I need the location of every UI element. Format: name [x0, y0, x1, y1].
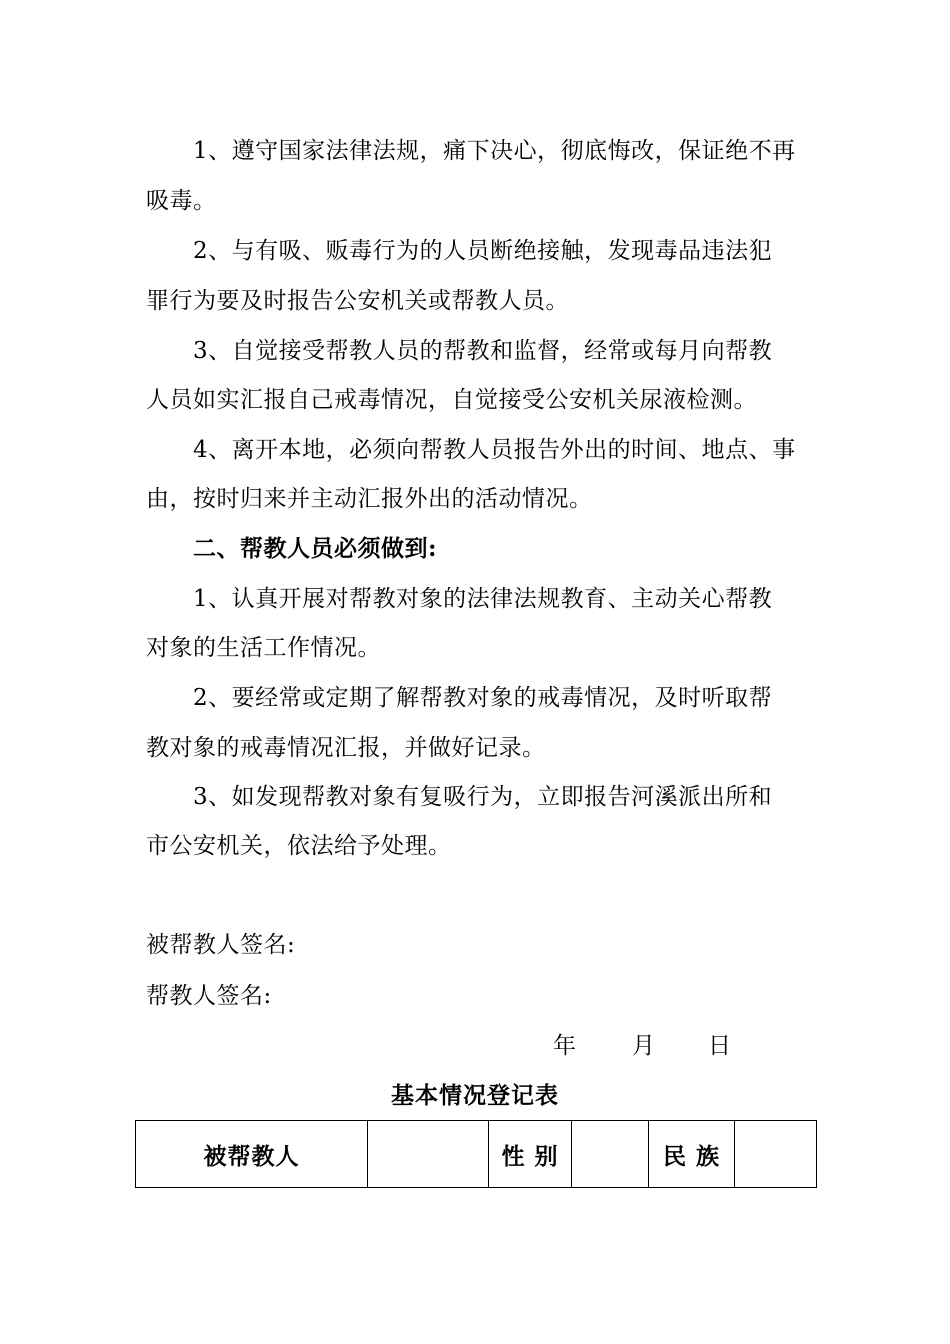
helper-item-1-line-2: 对象的生活工作情况。 [146, 635, 381, 661]
ethnicity-value-cell[interactable] [735, 1121, 817, 1188]
helper-item-3-line-1: 3、如发现帮教对象有复吸行为，立即报告河溪派出所和 [193, 784, 773, 810]
gender-value-cell[interactable] [572, 1121, 649, 1188]
member-item-2-line-1: 2、与有吸、贩毒行为的人员断绝接触，发现毒品违法犯 [193, 238, 773, 264]
helper-item-2-line-1: 2、要经常或定期了解帮教对象的戒毒情况，及时听取帮 [193, 685, 773, 711]
member-item-4-line-2: 由，按时归来并主动汇报外出的活动情况。 [146, 486, 593, 512]
member-item-4-line-1: 4、离开本地，必须向帮教人员报告外出的时间、地点、事 [193, 437, 796, 463]
member-item-3-line-1: 3、自觉接受帮教人员的帮教和监督，经常或每月向帮教 [193, 338, 773, 364]
section-two-heading: 二、帮教人员必须做到: [193, 535, 437, 562]
helper-item-3-line-2: 市公安机关，依法给予处理。 [146, 833, 452, 859]
member-item-1-line-1: 1、遵守国家法律法规，痛下决心，彻底悔改，保证绝不再 [193, 138, 796, 164]
date-year-label: 年 [553, 1033, 576, 1059]
registration-table [135, 1120, 817, 1188]
helper-item-1-line-1: 1、认真开展对帮教对象的法律法规教育、主动关心帮教 [193, 586, 773, 612]
member-item-2-line-2: 罪行为要及时报告公安机关或帮教人员。 [146, 288, 569, 314]
member-item-3-line-2: 人员如实汇报自己戒毒情况，自觉接受公安机关尿液检测。 [146, 387, 757, 413]
date-month-label: 月 [632, 1033, 655, 1059]
table-row [136, 1121, 817, 1188]
helper-signature-label: 帮教人签名: [146, 983, 272, 1009]
ethnicity-label-cell: 民 族 [649, 1121, 735, 1188]
helper-item-2-line-2: 教对象的戒毒情况汇报，并做好记录。 [146, 735, 546, 761]
member-item-1-line-2: 吸毒。 [146, 188, 217, 214]
helped-person-label-cell: 被帮教人 [136, 1121, 368, 1188]
helped-person-signature-label: 被帮教人签名: [146, 932, 296, 958]
registration-form-title: 基本情况登记表 [391, 1082, 559, 1109]
gender-label-cell: 性 别 [489, 1121, 572, 1188]
date-day-label: 日 [708, 1033, 731, 1059]
helped-person-value-cell[interactable] [368, 1121, 489, 1188]
